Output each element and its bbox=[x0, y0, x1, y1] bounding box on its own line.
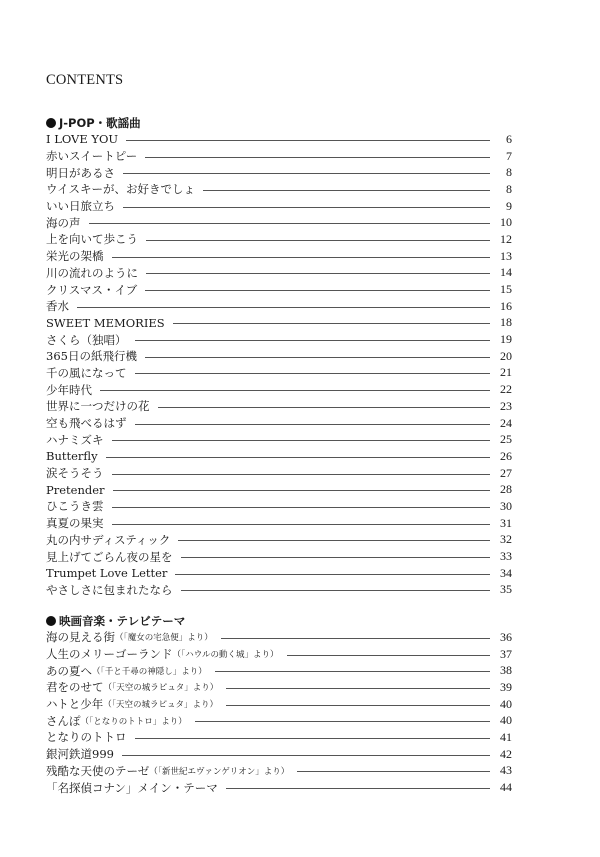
toc-entry bbox=[46, 712, 512, 729]
leader-line bbox=[113, 490, 490, 491]
page-number: 34 bbox=[500, 565, 512, 580]
entry-title: 海の見える街 bbox=[46, 630, 115, 645]
leader-line bbox=[123, 173, 490, 174]
leader-line bbox=[77, 307, 490, 308]
bullet-icon bbox=[46, 118, 56, 128]
toc-entry bbox=[46, 465, 512, 482]
leader-line bbox=[287, 655, 491, 656]
toc-entry bbox=[46, 398, 512, 415]
leader-line bbox=[203, 190, 490, 191]
toc-entry bbox=[46, 779, 512, 796]
page-number: 12 bbox=[500, 231, 512, 246]
page-number: 10 bbox=[500, 215, 512, 230]
leader-line bbox=[112, 440, 491, 441]
entry-title: 「名探偵コナン」メイン・テーマ bbox=[46, 780, 218, 795]
toc-entry bbox=[46, 231, 512, 248]
entry-title: 空も飛べるはず bbox=[46, 416, 127, 431]
leader-line bbox=[175, 574, 490, 575]
leader-line bbox=[135, 738, 491, 739]
toc-entry bbox=[46, 131, 512, 148]
page-number: 36 bbox=[500, 629, 512, 644]
entry-title: やさしさに包まれたなら bbox=[46, 582, 173, 597]
toc-list bbox=[46, 629, 512, 796]
leader-line bbox=[173, 323, 490, 324]
leader-line bbox=[146, 273, 490, 274]
toc-entry bbox=[46, 515, 512, 532]
leader-line bbox=[112, 257, 491, 258]
leader-line bbox=[135, 424, 491, 425]
entry-title: ウイスキーが、お好きでしょ bbox=[46, 182, 196, 197]
page-number: 27 bbox=[500, 465, 512, 480]
toc-entry bbox=[46, 696, 512, 713]
leader-line bbox=[145, 290, 490, 291]
page-number: 25 bbox=[500, 432, 512, 447]
page-number: 18 bbox=[500, 315, 512, 330]
entry-title: 真夏の果実 bbox=[46, 516, 104, 531]
leader-line bbox=[181, 590, 491, 591]
entry-title: 川の流れのように bbox=[46, 265, 138, 280]
page-number: 33 bbox=[500, 549, 512, 564]
entry-title: となりのトトロ bbox=[46, 730, 127, 745]
page-number: 15 bbox=[500, 282, 512, 297]
toc-entry bbox=[46, 729, 512, 746]
toc-entry bbox=[46, 198, 512, 215]
entry-title: I LOVE YOU bbox=[46, 132, 119, 147]
toc-entry bbox=[46, 331, 512, 348]
entry-title: さんぽ bbox=[46, 713, 81, 728]
toc-entry bbox=[46, 582, 512, 599]
toc-entry bbox=[46, 348, 512, 365]
entry-title: SWEET MEMORIES bbox=[46, 315, 165, 330]
entry-title: 赤いスイートピー bbox=[46, 149, 138, 164]
toc-entry bbox=[46, 298, 512, 315]
entry-title: 上を向いて歩こう bbox=[46, 232, 138, 247]
entry-title: 少年時代 bbox=[46, 382, 92, 397]
leader-line bbox=[146, 240, 490, 241]
toc-entry bbox=[46, 265, 512, 282]
leader-line bbox=[100, 390, 490, 391]
page-number: 39 bbox=[500, 679, 512, 694]
entry-title: 涙そうそう bbox=[46, 466, 104, 481]
toc-entry bbox=[46, 315, 512, 332]
toc-entry bbox=[46, 746, 512, 763]
toc-entry bbox=[46, 248, 512, 265]
entry-title: 千の風になって bbox=[46, 365, 127, 380]
leader-line bbox=[195, 721, 490, 722]
toc-entry bbox=[46, 181, 512, 198]
page-number: 14 bbox=[500, 265, 512, 280]
page-number: 38 bbox=[500, 663, 512, 678]
toc-entry bbox=[46, 448, 512, 465]
toc-entry bbox=[46, 629, 512, 646]
entry-title: あの夏へ bbox=[46, 663, 92, 678]
entry-source: （「となりのトトロ」より） bbox=[80, 716, 187, 727]
page-number: 8 bbox=[506, 165, 512, 180]
leader-line bbox=[135, 340, 491, 341]
entry-title: 銀河鉄道999 bbox=[46, 747, 114, 762]
entry-title: ハトと少年 bbox=[46, 697, 104, 712]
entry-title: 見上げてごらん夜の星を bbox=[46, 549, 173, 564]
page-number: 32 bbox=[500, 532, 512, 547]
leader-line bbox=[226, 688, 490, 689]
entry-title: さくら（独唱） bbox=[46, 332, 127, 347]
page-number: 21 bbox=[500, 365, 512, 380]
entry-title: Trumpet Love Letter bbox=[46, 566, 168, 581]
entry-source: （「ハウルの動く城」より） bbox=[172, 650, 279, 661]
toc-entry bbox=[46, 214, 512, 231]
toc-entry bbox=[46, 415, 512, 432]
page-title: CONTENTS bbox=[46, 72, 124, 88]
section-heading bbox=[46, 613, 512, 629]
toc-entry bbox=[46, 481, 512, 498]
section-jpop bbox=[46, 115, 512, 598]
leader-line bbox=[112, 474, 491, 475]
toc-entry bbox=[46, 679, 512, 696]
page-number: 7 bbox=[506, 148, 512, 163]
page-number: 42 bbox=[500, 746, 512, 761]
leader-line bbox=[226, 705, 490, 706]
toc-entry bbox=[46, 498, 512, 515]
leader-line bbox=[297, 771, 490, 772]
leader-line bbox=[181, 557, 491, 558]
entry-source: （「千と千尋の神隠し」より） bbox=[92, 666, 207, 677]
leader-line bbox=[135, 373, 491, 374]
page-number: 22 bbox=[500, 382, 512, 397]
leader-line bbox=[89, 223, 491, 224]
entry-title: ハナミズキ bbox=[46, 432, 104, 447]
page-number: 41 bbox=[500, 729, 512, 744]
entry-title: 海の声 bbox=[46, 215, 81, 230]
page-number: 8 bbox=[506, 181, 512, 196]
page-number: 37 bbox=[500, 646, 512, 661]
bullet-icon bbox=[46, 616, 56, 626]
entry-title: Pretender bbox=[46, 482, 105, 497]
entry-title: いい日旅立ち bbox=[46, 199, 115, 214]
section-heading-label: J-POP・歌謡曲 bbox=[59, 116, 141, 130]
leader-line bbox=[215, 671, 490, 672]
page-number: 44 bbox=[500, 780, 512, 795]
page-number: 20 bbox=[500, 348, 512, 363]
page-number: 40 bbox=[500, 696, 512, 711]
page-number: 26 bbox=[500, 448, 512, 463]
page-number: 31 bbox=[500, 515, 512, 530]
leader-line bbox=[126, 140, 490, 141]
entry-title: Butterfly bbox=[46, 449, 98, 464]
toc-entry bbox=[46, 164, 512, 181]
leader-line bbox=[145, 157, 490, 158]
toc-entry bbox=[46, 662, 512, 679]
section-movie-tv bbox=[46, 613, 512, 796]
entry-title: 365日の紙飛行機 bbox=[46, 349, 137, 364]
page-number: 24 bbox=[500, 415, 512, 430]
section-heading bbox=[46, 115, 512, 131]
entry-title: 明日があるさ bbox=[46, 165, 115, 180]
toc-entry bbox=[46, 763, 512, 780]
section-heading-label: 映画音楽・テレビテーマ bbox=[59, 614, 186, 628]
leader-line bbox=[112, 507, 491, 508]
toc-entry bbox=[46, 381, 512, 398]
leader-line bbox=[112, 524, 491, 525]
toc-entry bbox=[46, 565, 512, 582]
entry-title: ひこうき雲 bbox=[46, 499, 104, 514]
page-number: 19 bbox=[500, 332, 512, 347]
page-number: 40 bbox=[500, 713, 512, 728]
page-number: 6 bbox=[506, 131, 512, 146]
page-number: 43 bbox=[500, 763, 512, 778]
page-number: 35 bbox=[500, 582, 512, 597]
toc-entry bbox=[46, 532, 512, 549]
leader-line bbox=[226, 788, 490, 789]
leader-line bbox=[123, 207, 490, 208]
entry-title: 栄光の架橋 bbox=[46, 249, 104, 264]
page-number: 30 bbox=[500, 498, 512, 513]
toc-list bbox=[46, 131, 512, 598]
leader-line bbox=[158, 407, 491, 408]
toc-entry bbox=[46, 281, 512, 298]
leader-line bbox=[122, 755, 490, 756]
entry-source: （「魔女の宅急便」より） bbox=[115, 633, 213, 644]
entry-title: クリスマス・イブ bbox=[46, 282, 138, 297]
entry-title: 残酷な天使のテーゼ bbox=[46, 763, 150, 778]
toc-entry bbox=[46, 431, 512, 448]
entry-source: （「天空の城ラピュタ」より） bbox=[103, 700, 219, 711]
entry-source: （「天空の城ラピュタ」より） bbox=[103, 683, 219, 694]
entry-source: （「新世紀エヴァンゲリオン」より） bbox=[149, 766, 290, 777]
toc-entry bbox=[46, 548, 512, 565]
toc-entry bbox=[46, 148, 512, 165]
entry-title: 君をのせて bbox=[46, 680, 104, 695]
page-number: 16 bbox=[500, 298, 512, 313]
page-number: 28 bbox=[500, 482, 512, 497]
leader-line bbox=[221, 638, 490, 639]
entry-title: 丸の内サディスティック bbox=[46, 532, 171, 547]
entry-title: 人生のメリーゴーランド bbox=[46, 647, 173, 662]
toc-entry bbox=[46, 646, 512, 663]
page-number: 13 bbox=[500, 248, 512, 263]
entry-title: 香水 bbox=[46, 299, 69, 314]
entry-title: 世界に一つだけの花 bbox=[46, 399, 150, 414]
leader-line bbox=[106, 457, 490, 458]
leader-line bbox=[178, 540, 490, 541]
toc-entry bbox=[46, 365, 512, 382]
page-number: 9 bbox=[506, 198, 512, 213]
leader-line bbox=[145, 357, 490, 358]
page-number: 23 bbox=[500, 398, 512, 413]
